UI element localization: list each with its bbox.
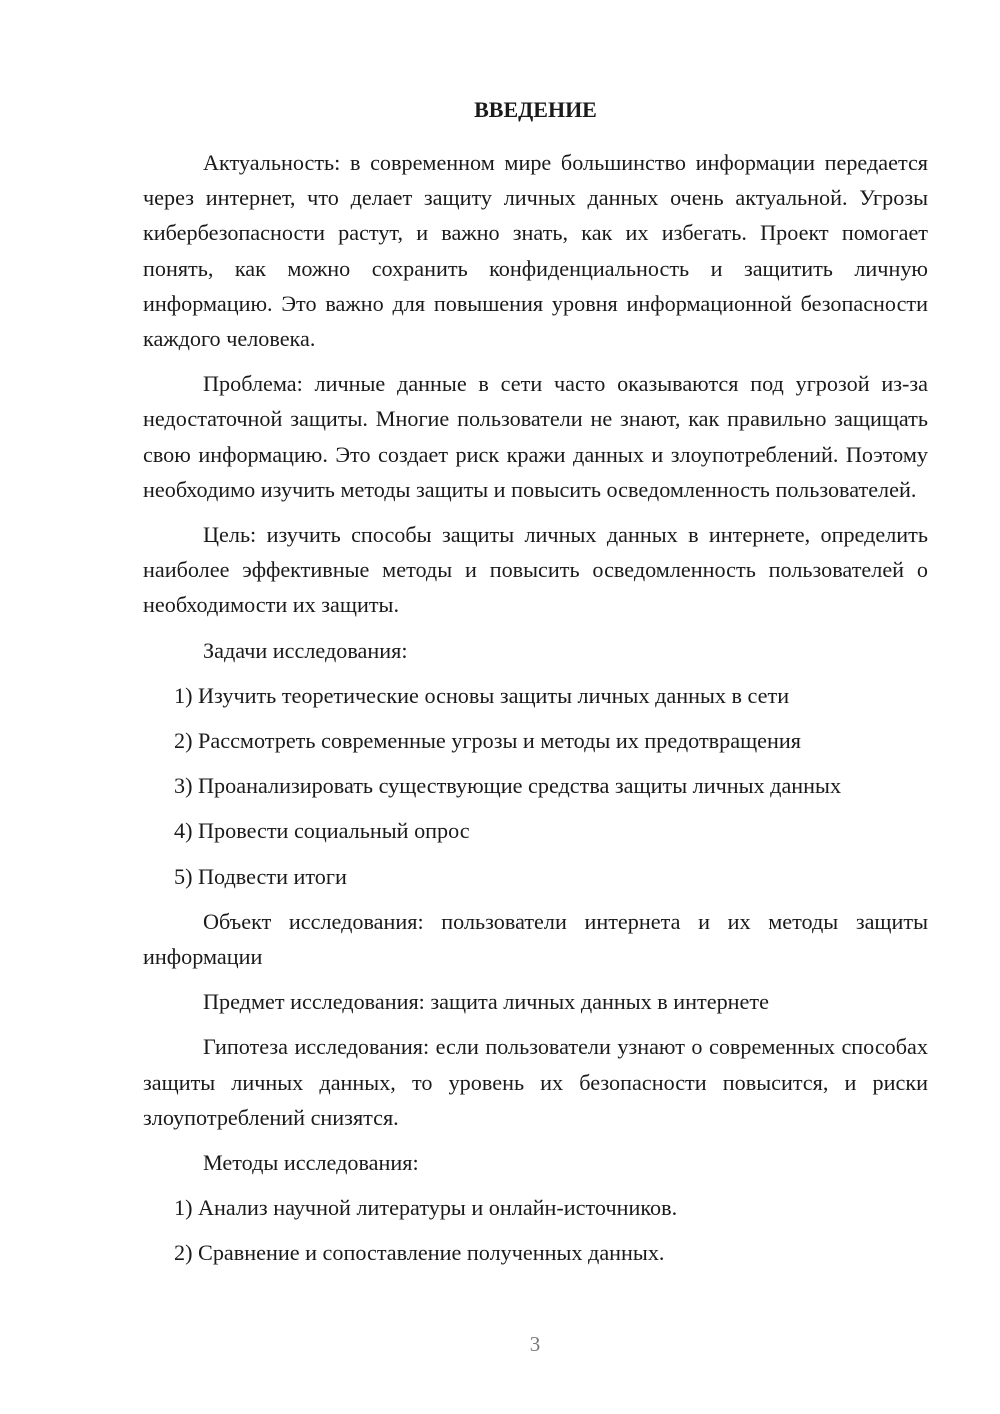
goal-paragraph: Цель: изучить способы защиты личных данных в интернете, определить наиболее эффективные методы и повысить осведомленность пользователей о необходимости их защиты. <box>143 522 928 618</box>
subject-paragraph: Предмет исследования: защита личных данных в интернете <box>203 989 769 1015</box>
methods-title: Методы исследования: <box>203 1150 419 1176</box>
task-item: 5) Подвести итоги <box>174 863 347 889</box>
problem-paragraph: Проблема: личные данные в сети часто оказываются под угрозой из-за недостаточной защиты. Многие пользователи не знают, как правильно защищать свою информацию. Это создает риск кражи данных и злоупотреблений. Поэтому необходимо изучить методы защиты и повысить осведомленность пользователей. <box>143 371 928 502</box>
methods-list <box>143 1190 928 1270</box>
task-item: 2) Рассмотреть современные угрозы и методы их предотвращения <box>174 728 801 754</box>
task-item: 3) Проанализировать существующие средства защиты личных данных <box>174 773 842 799</box>
document-body <box>143 94 928 1281</box>
task-item: 1) Изучить теоретические основы защиты личных данных в сети <box>174 682 790 708</box>
section-heading: ВВЕДЕНИЕ <box>474 97 597 122</box>
tasks-title: Задачи исследования: <box>203 637 408 663</box>
object-paragraph: Объект исследования: пользователи интернета и их методы защиты информации <box>143 908 928 970</box>
relevance-paragraph: Актуальность: в современном мире большинство информации передается через интернет, что делает защиту личных данных очень актуальной. Угрозы кибербезопасности растут, и важно знать, как их избегать. Проект помогает понять, как можно сохранить конфиденциальность и защитить личную информацию. Это важно для повышения уровня информационной безопасности каждого человека. <box>143 150 928 352</box>
tasks-list <box>143 678 928 894</box>
method-item: 1) Анализ научной литературы и онлайн-источников. <box>174 1195 678 1221</box>
method-item: 2) Сравнение и сопоставление полученных данных. <box>174 1240 665 1266</box>
hypothesis-paragraph: Гипотеза исследования: если пользователи узнают о современных способах защиты личных данных, то уровень их безопасности повысится, и риски злоупотреблений снизятся. <box>143 1034 928 1130</box>
page-number: 3 <box>529 1332 541 1356</box>
task-item: 4) Провести социальный опрос <box>174 818 470 844</box>
